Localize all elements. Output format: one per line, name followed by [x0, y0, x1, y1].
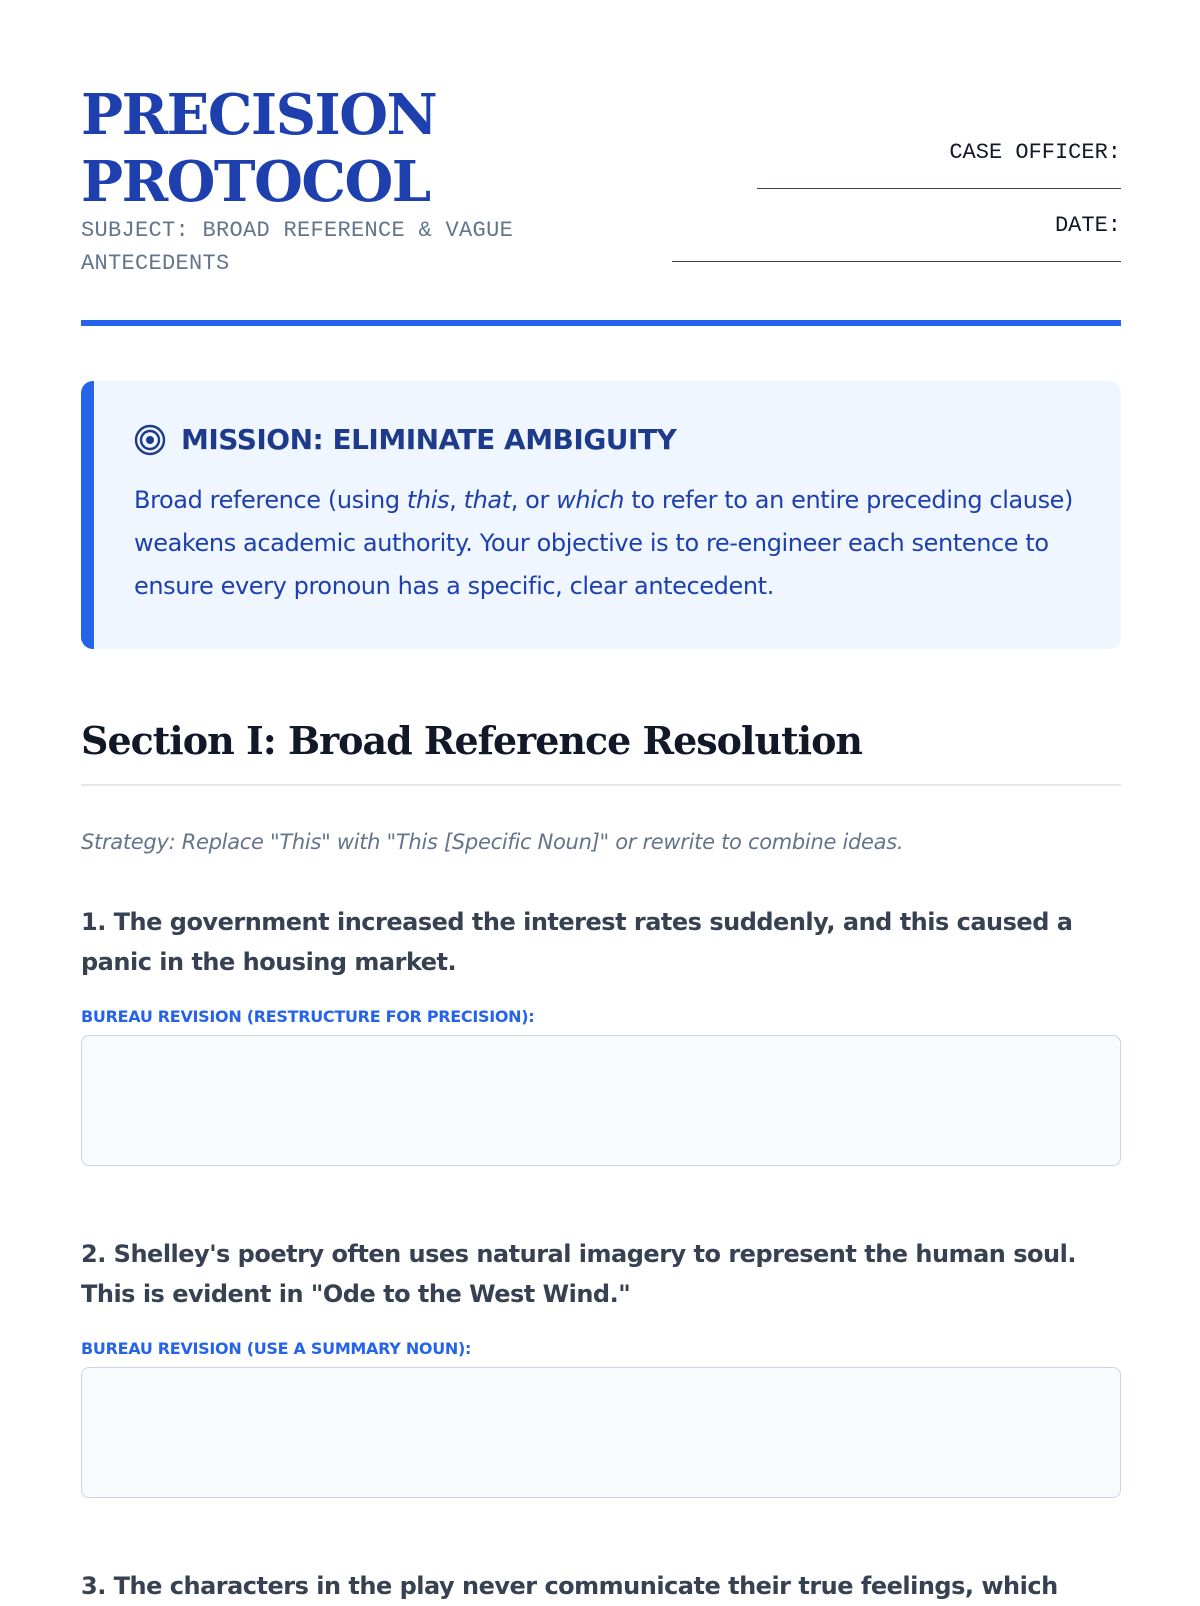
- date-label: DATE:: [1054, 213, 1121, 238]
- mission-text-part-2: to refer to an entire preceding clause) weakens academic authority. Your objective is to re-engineer each sentence to ensure every pronoun has a specific, clear antecedent.: [134, 486, 1074, 600]
- date-field: [661, 213, 1121, 262]
- question-2-revision-label: BUREAU REVISION (USE A SUMMARY NOUN):: [81, 1339, 472, 1358]
- case-officer-field: [741, 140, 1121, 189]
- mission-text-part-1: Broad reference (using: [134, 486, 407, 514]
- worksheet-page: [81, 0, 1121, 1600]
- title-line-2: PROTOCOL: [81, 149, 430, 215]
- question-1-answer-field[interactable]: [81, 1035, 1121, 1166]
- mission-callout: [81, 381, 1121, 649]
- case-officer-blank-line: [757, 188, 1121, 189]
- question-2-prompt: 2. Shelley's poetry often uses natural imagery to represent the human soul. This is evident in "Ode to the West Wind.": [81, 1240, 1076, 1308]
- mission-title: MISSION: ELIMINATE AMBIGUITY: [181, 423, 677, 456]
- question-2-answer-field[interactable]: [81, 1367, 1121, 1498]
- header-divider: [81, 320, 1121, 326]
- question-1-revision-label: BUREAU REVISION (RESTRUCTURE FOR PRECISION):: [81, 1007, 535, 1026]
- date-blank-line: [672, 261, 1121, 262]
- page-title: [81, 82, 436, 216]
- question-3-prompt: 3. The characters in the play never communicate their true feelings, which: [81, 1572, 1058, 1600]
- case-officer-label: CASE OFFICER:: [949, 140, 1121, 165]
- mission-description: [134, 479, 1084, 608]
- section-divider: [81, 784, 1121, 786]
- worksheet-header: [81, 0, 1121, 330]
- mission-word-this: this: [406, 486, 450, 514]
- target-icon: [134, 424, 166, 456]
- mission-heading: [134, 423, 676, 456]
- question-1-prompt: 1. The government increased the interest rates suddenly, and this caused a panic in the housing market.: [81, 908, 1073, 976]
- section-title: Section I: Broad Reference Resolution: [81, 718, 863, 763]
- mission-word-that: that: [463, 486, 511, 514]
- mission-sep-2: , or: [510, 486, 557, 514]
- title-line-1: PRECISION: [81, 82, 437, 148]
- mission-sep-1: ,: [449, 486, 464, 514]
- subject-line: SUBJECT: BROAD REFERENCE & VAGUE ANTECEDENTS: [81, 218, 514, 276]
- strategy-note: Strategy: Replace "This" with "This [Specific Noun]" or rewrite to combine ideas.: [81, 830, 904, 854]
- mission-word-which: which: [556, 486, 625, 514]
